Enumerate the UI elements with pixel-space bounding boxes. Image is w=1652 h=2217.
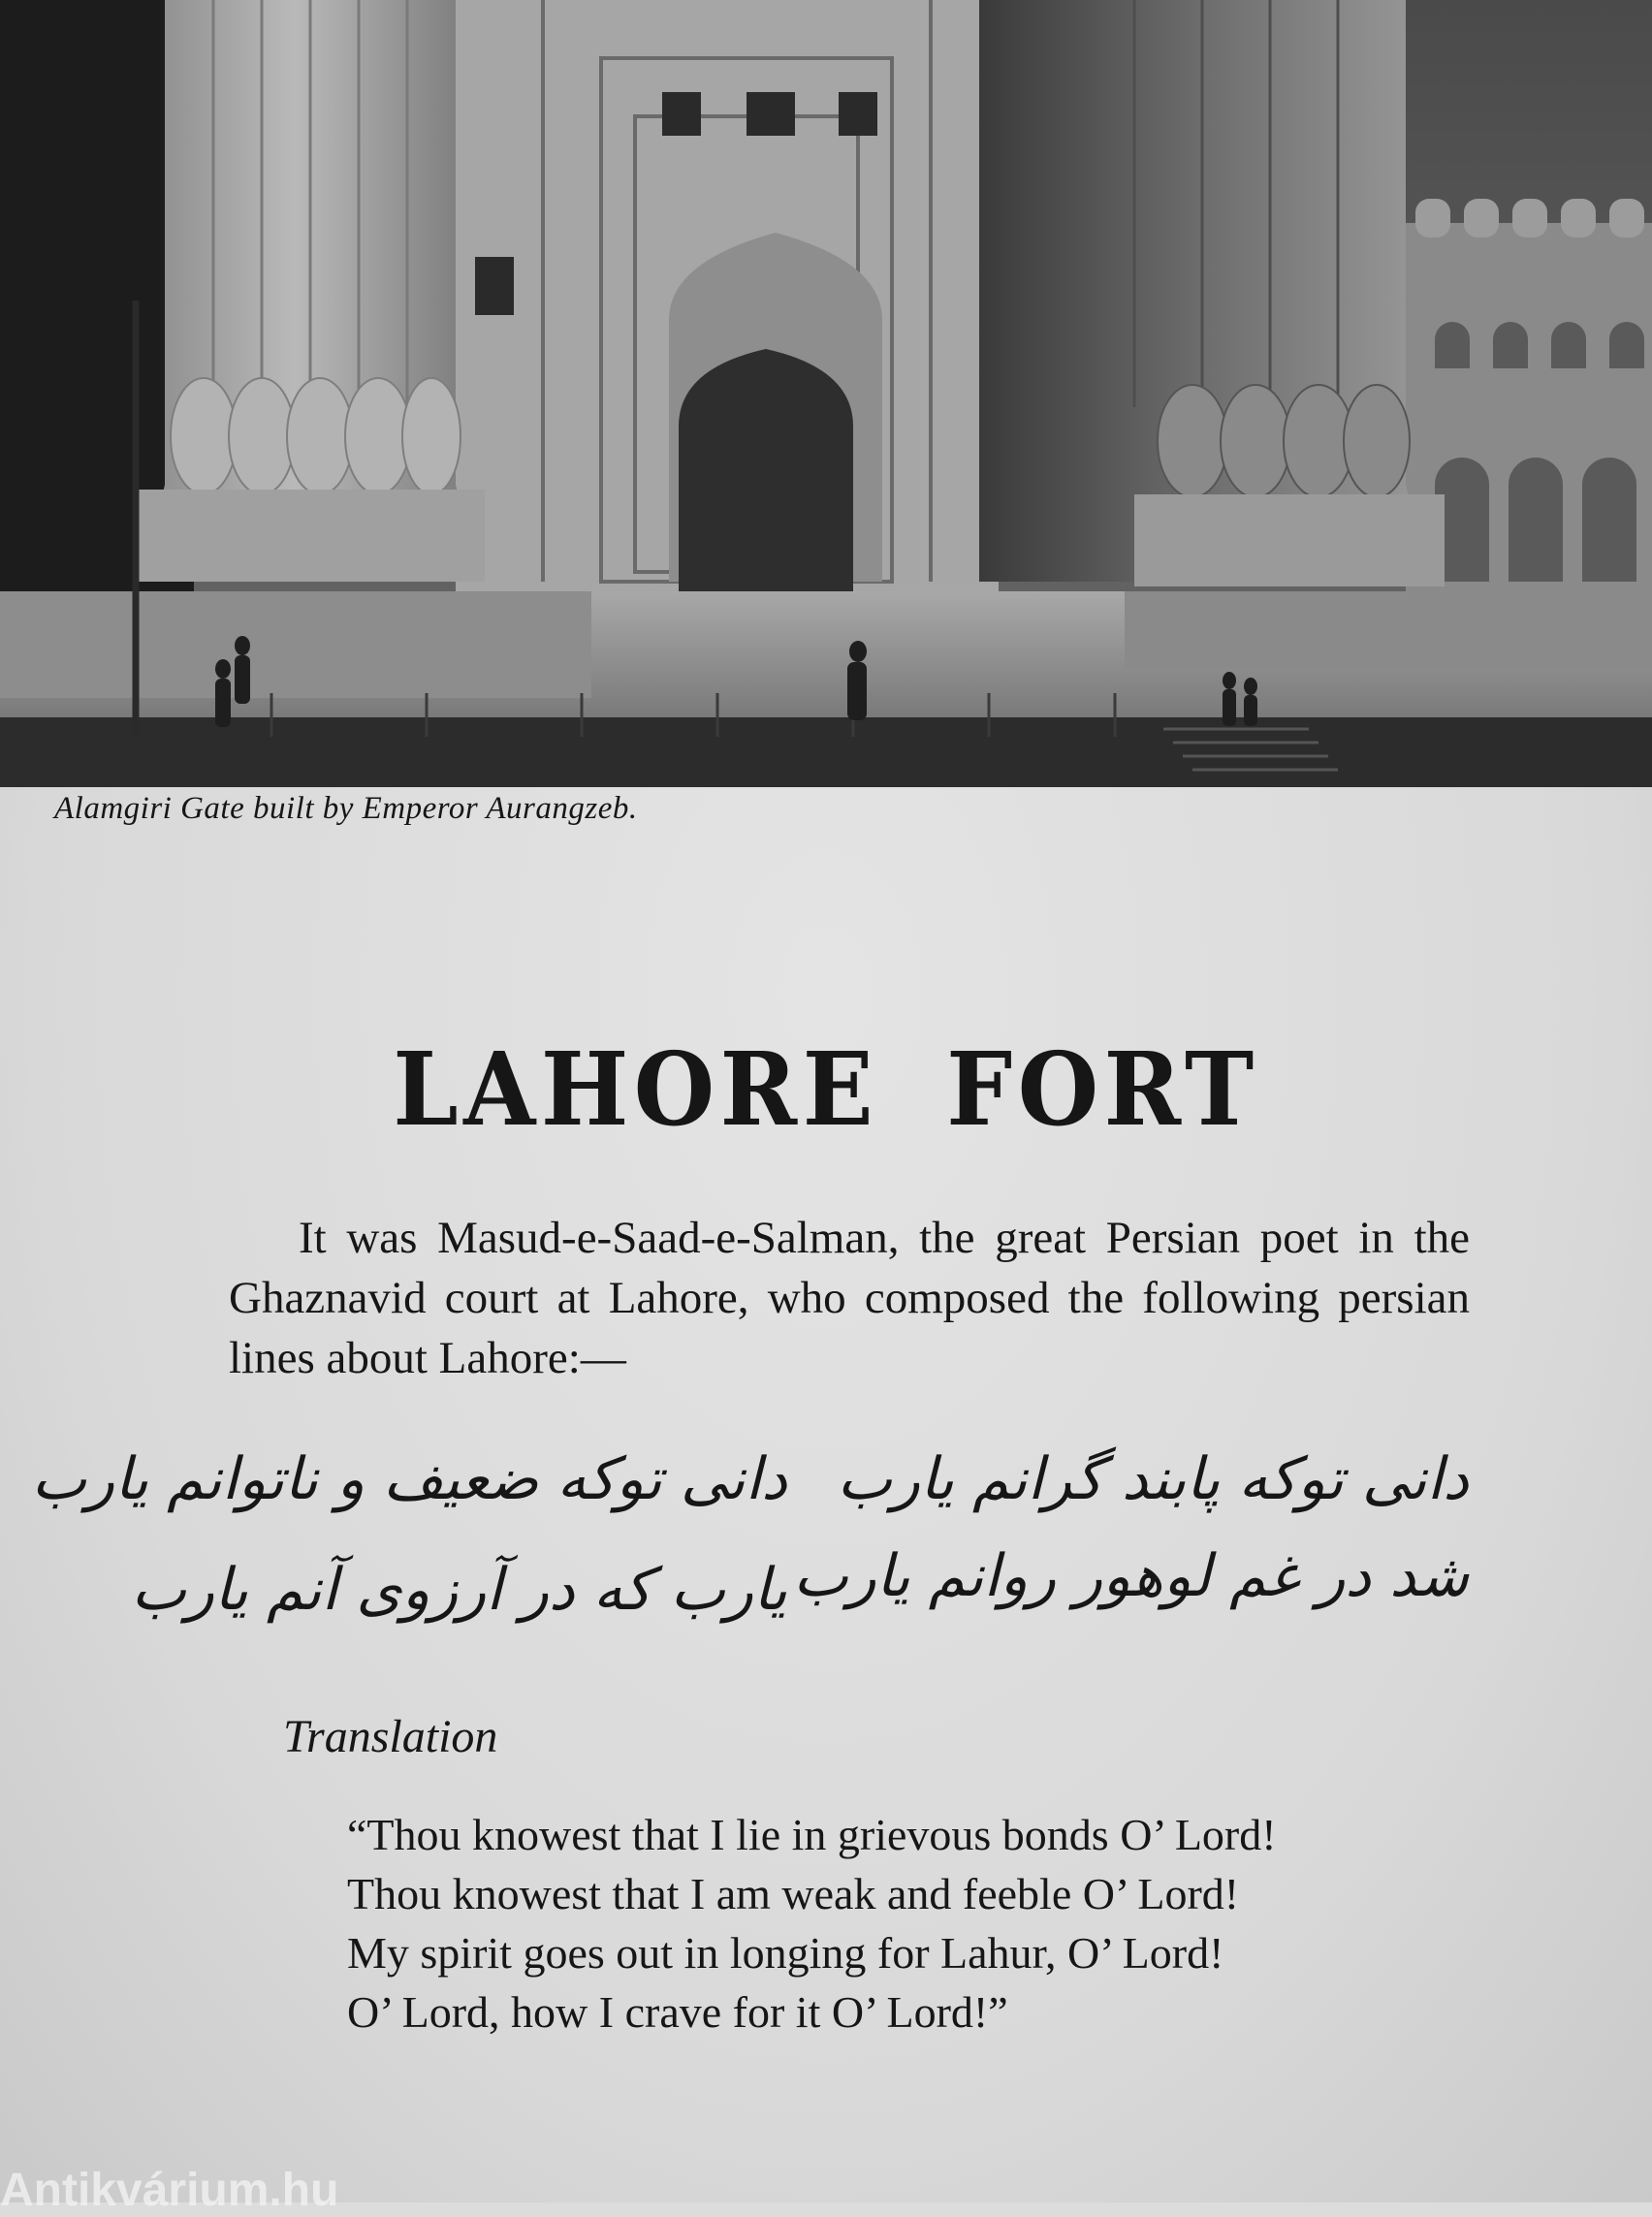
persian-verse-3: دانی توکه ضعیف و ناتوانم یارب xyxy=(31,1445,787,1513)
watermark: Antikvárium.hu xyxy=(0,2165,339,2216)
intro-paragraph: It was Masud-e-Saad-e-Salman, the great Persian poet in the Ghaznavid court at Lahore, who composed the following persian lines about Lahore:— xyxy=(229,1213,1470,1383)
alamgiri-gate-photo xyxy=(0,0,1652,787)
persian-verse-2: شد در غم لوهور روانم یارب xyxy=(793,1542,1469,1610)
translation-line: “Thou knowest that I lie in grievous bonds O’ Lord! xyxy=(347,1810,1277,1859)
translation-line: Thou knowest that I am weak and feeble O’ Lord! xyxy=(347,1869,1240,1918)
translation-line: O’ Lord, how I crave for it O’ Lord!” xyxy=(347,1987,1008,2037)
translation-poem xyxy=(347,1805,1510,2042)
translation-heading: Translation xyxy=(283,1711,498,1762)
translation-line: My spirit goes out in longing for Lahur, O’ Lord! xyxy=(347,1928,1224,1978)
photo-caption: Alamgiri Gate built by Emperor Aurangzeb. xyxy=(54,791,638,826)
persian-verse-4: یارب که در آرزوی آنم یارب xyxy=(131,1556,787,1624)
persian-verse-1: دانی توکه پابند گرانم یارب xyxy=(837,1445,1469,1513)
page-title: LAHORE FORT xyxy=(393,1029,1259,1149)
